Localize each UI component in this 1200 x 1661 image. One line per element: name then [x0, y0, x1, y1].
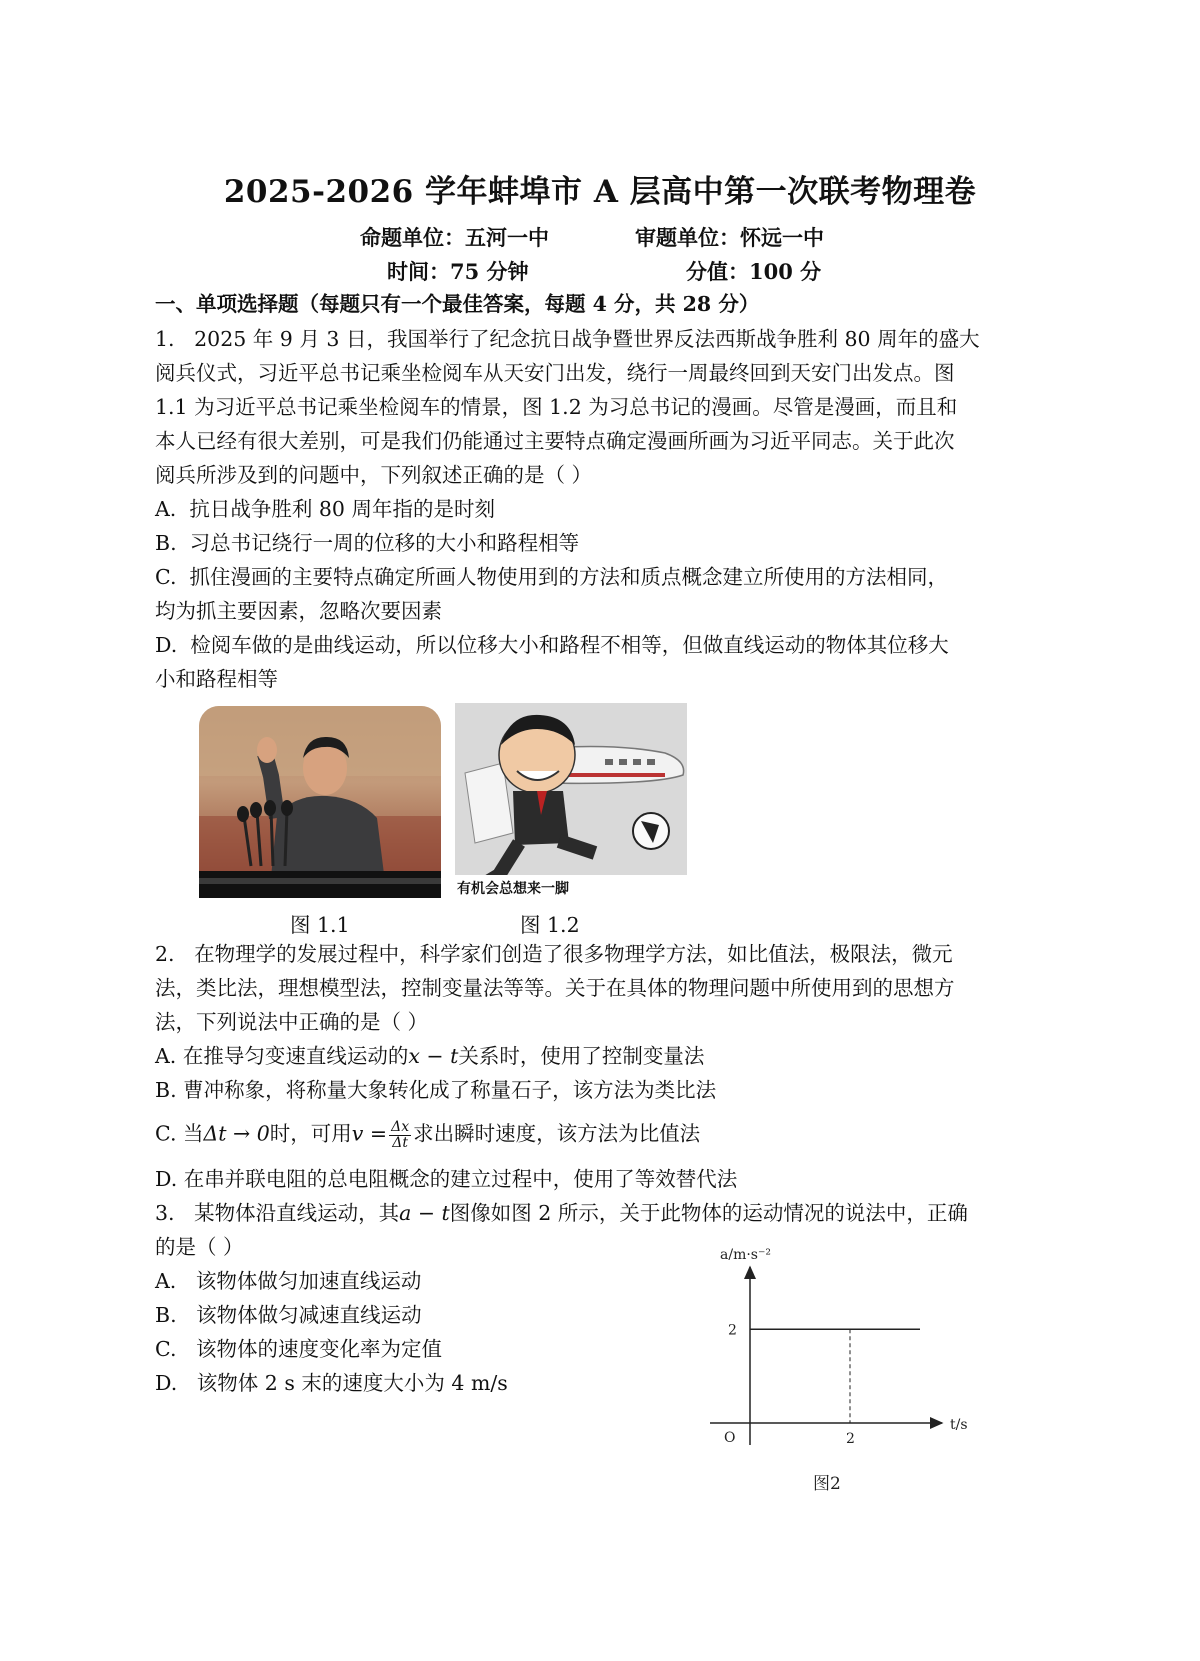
proposer-label: 命题单位：五河一中 — [360, 225, 549, 250]
y-tick-label: 2 — [728, 1322, 737, 1339]
q2-line: 法，下列说法中正确的是（ ） — [155, 1010, 429, 1034]
q1-line: 1.1 为习近平总书记乘坐检阅车的情景，图 1.2 为习总书记的漫画。尽管是漫画，而且和 — [155, 395, 958, 419]
q1-line: 阅兵所涉及到的问题中，下列叙述正确的是（ ） — [155, 463, 593, 487]
q1-option-b: B. 习总书记绕行一周的位移的大小和路程相等 — [155, 531, 580, 555]
q2-option-a-math: x − t — [408, 1044, 459, 1068]
q2-option-c-text: C. 当 — [155, 1121, 204, 1146]
figure-1-1-photo — [199, 706, 441, 898]
figure-1-2-cartoon — [455, 703, 687, 898]
q2-option-c — [155, 1120, 700, 1150]
score-label: 分值：100 分 — [686, 259, 822, 284]
q3-option-a: A. 该物体做匀加速直线运动 — [155, 1269, 422, 1293]
q3-option-d: D. 该物体 2 s 末的速度大小为 4 m/s — [155, 1371, 508, 1395]
q1-option-d: D. 检阅车做的是曲线运动，所以位移大小和路程不相等，但做直线运动的物体其位移大 — [155, 633, 949, 657]
q2-option-c-fraction — [389, 1120, 411, 1150]
q2-option-a-text: A. 在推导匀变速直线运动的 — [155, 1044, 409, 1068]
cartoon-caption: 有机会总想来一脚 — [457, 881, 569, 897]
q2-option-a — [155, 1044, 704, 1069]
q2-option-c-v: v = — [351, 1121, 388, 1146]
page-title: 2025-2026 学年蚌埠市 A 层高中第一次联考物理卷 — [223, 174, 977, 210]
figure-1-2-caption: 图 1.2 — [520, 913, 580, 937]
q3-line-math: a − t — [399, 1201, 450, 1225]
fraction-numerator: Δx — [391, 1119, 410, 1135]
chart-title: 图2 — [813, 1474, 841, 1494]
time-label: 时间：75 分钟 — [387, 259, 529, 284]
x-tick-label: 2 — [846, 1431, 855, 1447]
figure-1-1-caption: 图 1.1 — [290, 913, 350, 937]
q2-option-d: D. 在串并联电阻的总电阻概念的建立过程中，使用了等效替代法 — [155, 1167, 738, 1191]
q1-line: 1. 2025 年 9 月 3 日，我国举行了纪念抗日战争暨世界反法西斯战争胜利 80 周年的盛大 — [155, 327, 980, 351]
q3-line-text-end: 图像如图 2 所示，关于此物体的运动情况的说法中，正确 — [449, 1201, 968, 1225]
figure-2-chart — [700, 1245, 990, 1495]
q1-option-a: A. 抗日战争胜利 80 周年指的是时刻 — [155, 497, 495, 521]
q2-option-c-text-end: 求出瞬时速度，该方法为比值法 — [413, 1121, 701, 1146]
y-axis-label: a/m·s⁻² — [720, 1247, 771, 1263]
q1-option-c-cont: 均为抓主要因素，忽略次要因素 — [155, 599, 442, 623]
q1-option-c: C. 抓住漫画的主要特点确定所画人物使用到的方法和质点概念建立所使用的方法相同， — [155, 565, 949, 589]
q2-line: 法，类比法，理想模型法，控制变量法等等。关于在具体的物理问题中所使用到的思想方 — [155, 976, 955, 1000]
reviewer-label: 审题单位：怀远一中 — [635, 225, 824, 250]
x-axis-label: t/s — [950, 1417, 968, 1433]
q2-option-a-text-end: 关系时，使用了控制变量法 — [458, 1044, 705, 1068]
q3-option-b: B. 该物体做匀减速直线运动 — [155, 1303, 422, 1327]
q2-option-c-limit: Δt → 0 — [203, 1121, 270, 1146]
q2-option-c-text-mid: 时，可用 — [269, 1121, 352, 1146]
fraction-denominator: Δt — [392, 1134, 408, 1151]
q3-option-c: C. 该物体的速度变化率为定值 — [155, 1337, 443, 1361]
q3-line: 的是（ ） — [155, 1235, 244, 1259]
q3-line-text: 3. 某物体沿直线运动，其 — [155, 1201, 400, 1225]
q3-line — [155, 1201, 968, 1226]
q1-option-d-cont: 小和路程相等 — [155, 667, 278, 691]
q1-line: 本人已经有很大差别，可是我们仍能通过主要特点确定漫画所画为习近平同志。关于此次 — [155, 429, 955, 453]
q2-option-b: B. 曹冲称象，将称量大象转化成了称量石子，该方法为类比法 — [155, 1078, 717, 1102]
section-heading: 一、单项选择题（每题只有一个最佳答案，每题 4 分，共 28 分） — [155, 292, 760, 316]
origin-label: O — [724, 1430, 736, 1446]
q2-line: 2. 在物理学的发展过程中，科学家们创造了很多物理学方法，如比值法，极限法，微元 — [155, 942, 953, 966]
q1-line: 阅兵仪式，习近平总书记乘坐检阅车从天安门出发，绕行一周最终回到天安门出发点。图 — [155, 361, 955, 385]
